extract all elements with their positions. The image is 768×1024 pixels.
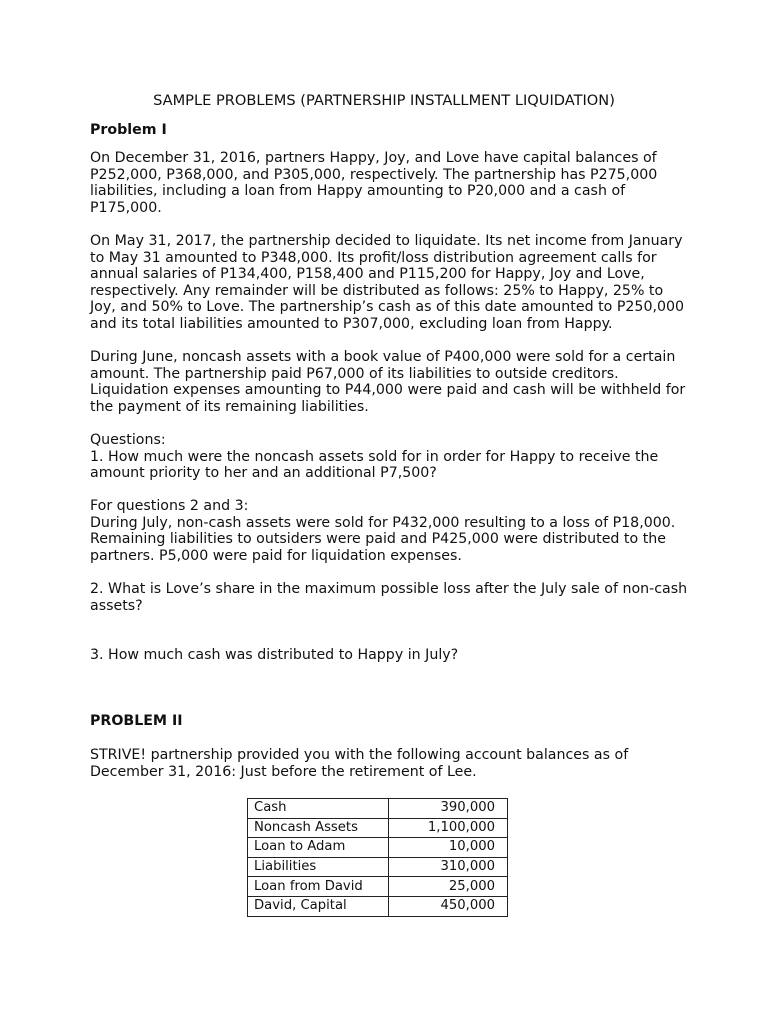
account-name: David, Capital (248, 896, 389, 916)
problem-1-paragraph-3: During June, noncash assets with a book value of P400,000 were sold for a certain amount. The partnership paid P67,000 of its liabilities to outside creditors. Liquidation expenses amounting to P44,000 were paid and cash will be withheld for the payment of its remaining liabilities. (90, 349, 686, 415)
account-name: Cash (248, 799, 389, 819)
account-amount: 1,100,000 (389, 818, 508, 838)
problem-1-heading: Problem I (90, 122, 167, 138)
account-name: Loan from David (248, 877, 389, 897)
account-amount: 390,000 (389, 799, 508, 819)
table-row (248, 877, 508, 897)
account-name: Loan to Adam (248, 838, 389, 858)
table-row (248, 896, 508, 916)
page-title: SAMPLE PROBLEMS (PARTNERSHIP INSTALLMENT LIQUIDATION) (153, 92, 615, 109)
account-amount: 10,000 (389, 838, 508, 858)
table-row (248, 857, 508, 877)
account-amount: 450,000 (389, 896, 508, 916)
table-row (248, 818, 508, 838)
problem-1-paragraph-1: On December 31, 2016, partners Happy, Joy, and Love have capital balances of P252,000, P368,000, and P305,000, respectively. The partnership has P275,000 liabilities, including a loan from Happy amounting to P20,000 and a cash of P175,000. (90, 150, 658, 216)
table-row (248, 799, 508, 819)
problem-2-heading: PROBLEM II (90, 713, 183, 729)
problem-1-paragraph-2: On May 31, 2017, the partnership decided to liquidate. Its net income from January to May 31 amounted to P348,000. Its profit/loss distribution agreement calls for annual salaries of P134,400, P158,400 and P115,200 for Happy, Joy and Love, respectively. Any remainder will be distributed as follows: 25% to Happy, 25% to Joy, and 50% to Love. The partnership’s cash as of this date amounted to P250,000 and its total liabilities amounted to P307,000, excluding loan from Happy. (90, 233, 685, 332)
questions-2-3-context: For questions 2 and 3: During July, non-cash assets were sold for P432,000 resulting to a loss of P18,000. Remaining liabilities to outsiders were paid and P425,000 were distributed to the partners. P5,000 were paid for liquidation expenses. (90, 498, 676, 564)
table-row (248, 838, 508, 858)
question-3: 3. How much cash was distributed to Happy in July? (90, 647, 459, 663)
question-2: 2. What is Love’s share in the maximum possible loss after the July sale of non-cash assets? (90, 581, 688, 614)
problem-2-intro: STRIVE! partnership provided you with the following account balances as of December 31, 2016: Just before the retirement of Lee. (90, 747, 629, 780)
account-amount: 310,000 (389, 857, 508, 877)
account-name: Liabilities (248, 857, 389, 877)
account-name: Noncash Assets (248, 818, 389, 838)
account-balances-table (247, 798, 508, 917)
question-1: Questions: 1. How much were the noncash assets sold for in order for Happy to receive the amount priority to her and an additional P7,500? (90, 432, 659, 482)
account-amount: 25,000 (389, 877, 508, 897)
